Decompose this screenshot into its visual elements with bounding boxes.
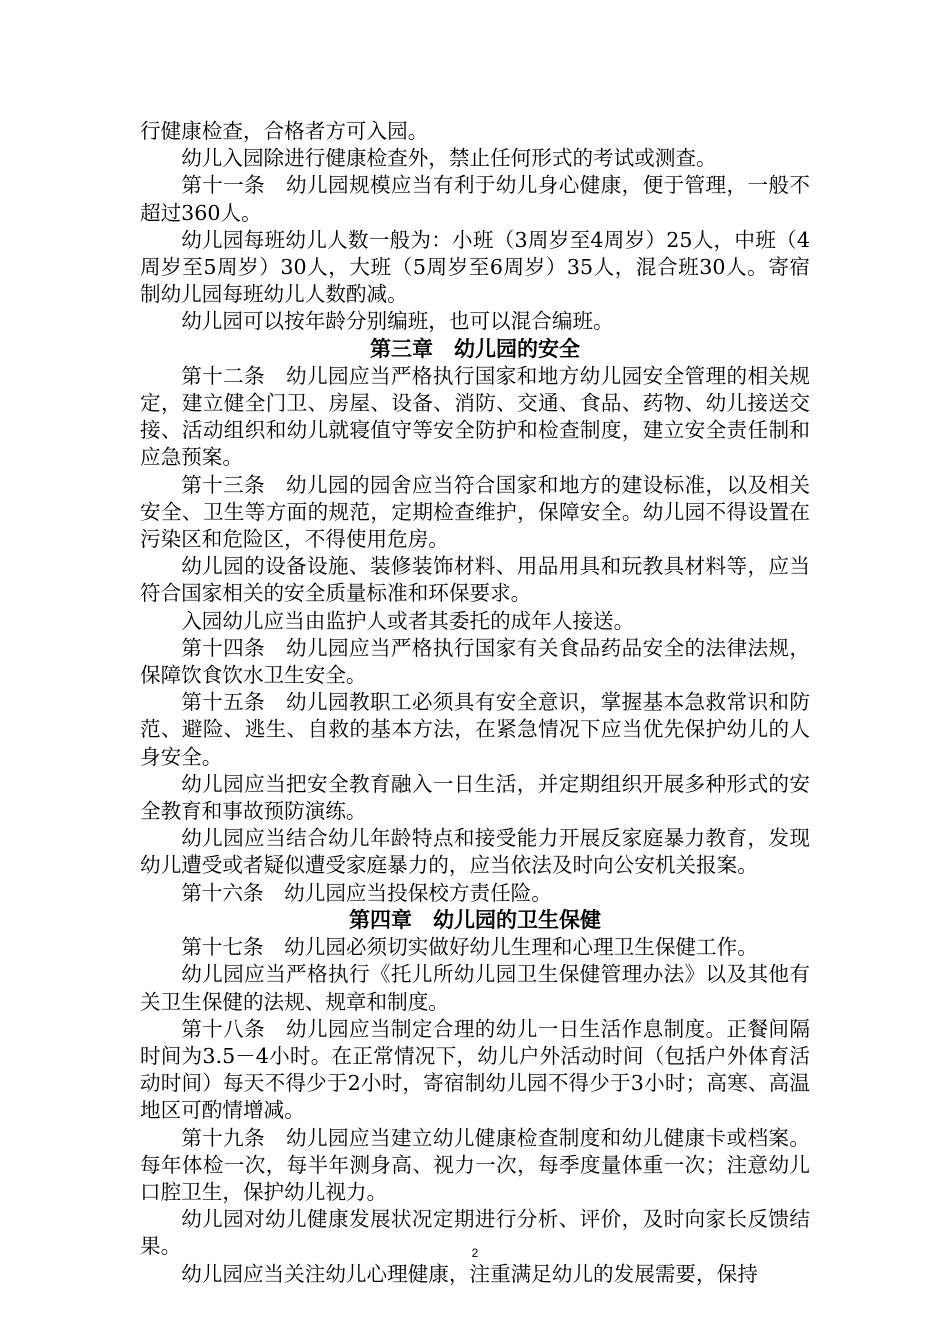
paragraph: 幼儿园应当把安全教育融入一日生活，并定期组织开展多种形式的安全教育和事故预防演练。 <box>140 771 810 824</box>
chapter-heading: 第四章 幼儿园的卫生保健 <box>349 907 601 932</box>
paragraph: 第十五条 幼儿园教职工必须具有安全意识，掌握基本急救常识和防范、避险、逃生、自救的基本方法，在紧急情况下应当优先保护幼儿的人身安全。 <box>140 690 810 769</box>
paragraph: 幼儿入园除进行健康检查外，禁止任何形式的考试或测查。 <box>181 146 717 171</box>
paragraph: 第十九条 幼儿园应当建立幼儿健康检查制度和幼儿健康卡或档案。每年体检一次，每半年测身高、视力一次，每季度量体重一次；注意幼儿口腔卫生，保护幼儿视力。 <box>140 1125 810 1204</box>
paragraph: 幼儿园每班幼儿人数一般为：小班（3周岁至4周岁）25人，中班（4周岁至5周岁）30人，大班（5周岁至6周岁）35人，混合班30人。寄宿制幼儿园每班幼儿人数酌减。 <box>140 227 810 307</box>
paragraph: 第十一条 幼儿园规模应当有利于幼儿身心健康，便于管理，一般不超过360人。 <box>140 173 810 225</box>
document-body <box>140 118 810 1288</box>
chapter-heading: 第三章 幼儿园的安全 <box>370 336 580 361</box>
paragraph: 幼儿园应当严格执行《托儿所幼儿园卫生保健管理办法》以及其他有关卫生保健的法规、规章和制度。 <box>140 962 810 1014</box>
paragraph: 第十四条 幼儿园应当严格执行国家有关食品药品安全的法律法规，保障饮食饮水卫生安全。 <box>140 635 810 688</box>
paragraph: 幼儿园的设备设施、装修装饰材料、用品用具和玩教具材料等，应当符合国家相关的安全质量标准和环保要求。 <box>140 554 810 606</box>
paragraph: 第十二条 幼儿园应当严格执行国家和地方幼儿园安全管理的相关规定，建立健全门卫、房屋、设备、消防、交通、食品、药物、幼儿接送交接、活动组织和幼儿就寝值守等安全防护和检查制度，建立安全责任制和应急预案。 <box>140 363 810 470</box>
paragraph: 幼儿园应当结合幼儿年龄特点和接受能力开展反家庭暴力教育，发现幼儿遭受或者疑似遭受家庭暴力的，应当依法及时向公安机关报案。 <box>140 826 810 878</box>
paragraph: 第十三条 幼儿园的园舍应当符合国家和地方的建设标准，以及相关安全、卫生等方面的规范，定期检查维护，保障安全。幼儿园不得设置在污染区和危险区，不得使用危房。 <box>140 472 810 552</box>
page-number: 2 <box>471 1246 479 1260</box>
paragraph: 第十六条 幼儿园应当投保校方责任险。 <box>181 880 552 905</box>
paragraph: 行健康检查，合格者方可入园。 <box>140 119 429 143</box>
paragraph: 第十七条 幼儿园必须切实做好幼儿生理和心理卫生保健工作。 <box>181 935 758 960</box>
paragraph: 第十八条 幼儿园应当制定合理的幼儿一日生活作息制度。正餐间隔时间为3.5－4小时。在正常情况下，幼儿户外活动时间（包括户外体育活动时间）每天不得少于2小时，寄宿制幼儿园不得少于3小时；高寒、高温地区可酌情增减。 <box>140 1016 810 1123</box>
paragraph: 幼儿园对幼儿健康发展状况定期进行分析、评价，及时向家长反馈结果。 <box>140 1207 810 1259</box>
paragraph: 入园幼儿应当由监护人或者其委托的成年人接送。 <box>181 608 635 633</box>
paragraph: 幼儿园应当关注幼儿心理健康，注重满足幼儿的发展需要，保持 <box>181 1261 758 1286</box>
paragraph: 幼儿园可以按年龄分别编班，也可以混合编班。 <box>181 309 614 334</box>
